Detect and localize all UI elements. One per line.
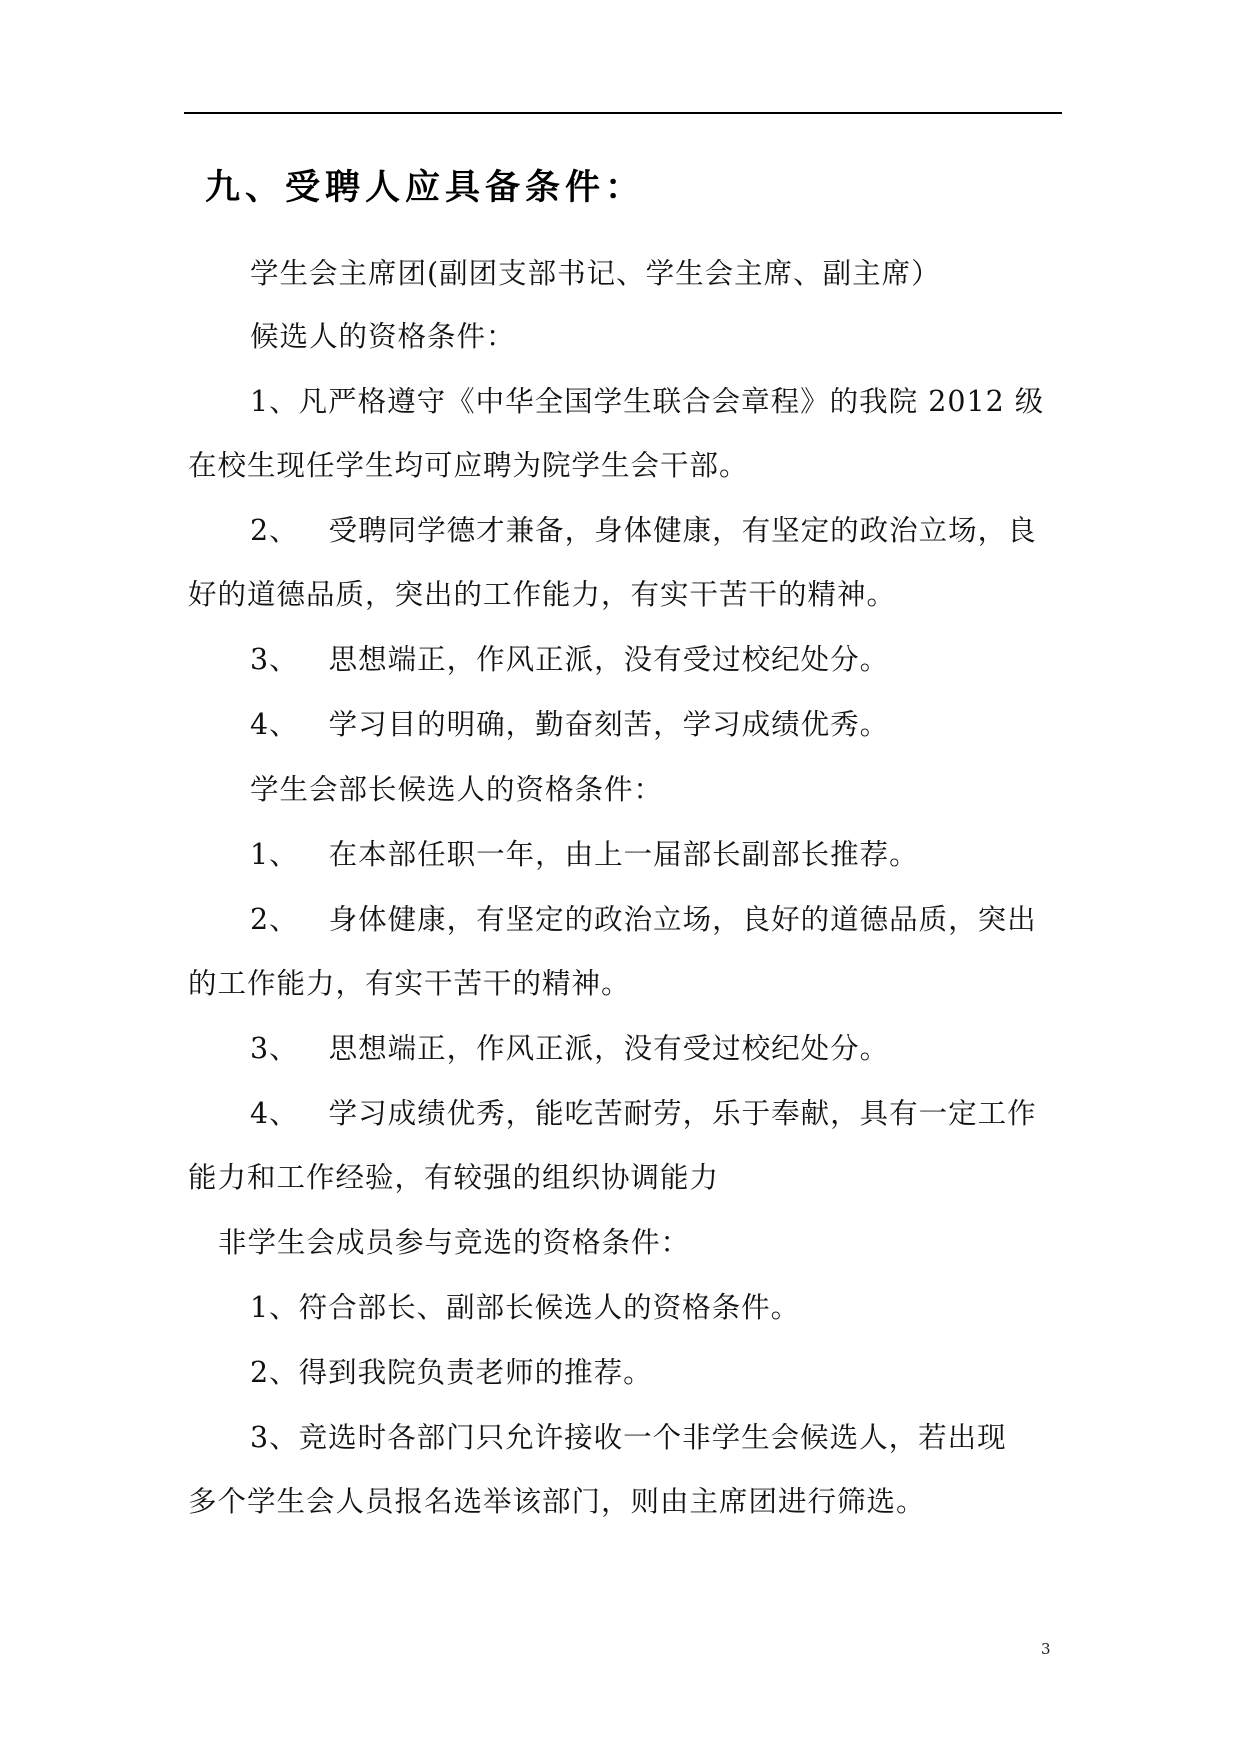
paragraph-line: 多个学生会人员报名选举该部门，则由主席团进行筛选。 — [188, 1485, 926, 1518]
list-number: 3、 — [250, 1032, 299, 1065]
paragraph-line: 能力和工作经验，有较强的组织协调能力 — [188, 1161, 720, 1194]
section-heading: 九、受聘人应具备条件： — [205, 168, 646, 208]
list-number: 2、 — [250, 514, 299, 547]
paragraph-line: 学生会部长候选人的资格条件： — [250, 773, 664, 806]
paragraph-line: 在校生现任学生均可应聘为院学生会干部。 — [188, 449, 749, 482]
list-item — [250, 705, 889, 745]
list-number: 4、 — [250, 708, 299, 741]
list-item — [250, 900, 1037, 940]
list-number: 4、 — [250, 1097, 299, 1130]
list-text: 学习目的明确，勤奋刻苦，学习成绩优秀。 — [328, 708, 890, 741]
paragraph-line: 3、竞选时各部门只允许接收一个非学生会候选人，若出现 — [250, 1421, 1007, 1454]
paragraph-line: 1、凡严格遵守《中华全国学生联合会章程》的我院 2012 级 — [250, 385, 1045, 418]
paragraph-line: 1、符合部长、副部长候选人的资格条件。 — [250, 1291, 801, 1324]
list-number: 2、 — [250, 903, 299, 936]
paragraph-line: 非学生会成员参与竞选的资格条件： — [218, 1226, 691, 1259]
paragraph-line: 的工作能力，有实干苦干的精神。 — [188, 967, 631, 1000]
list-item — [250, 1094, 1037, 1134]
paragraph-line: 候选人的资格条件： — [250, 320, 516, 353]
list-text: 受聘同学德才兼备，身体健康，有坚定的政治立场，良 — [328, 514, 1037, 547]
header-rule — [184, 112, 1062, 114]
list-text: 学习成绩优秀，能吃苦耐劳，乐于奉献，具有一定工作 — [328, 1097, 1037, 1130]
paragraph-line: 好的道德品质，突出的工作能力，有实干苦干的精神。 — [188, 578, 897, 611]
list-text: 身体健康，有坚定的政治立场，良好的道德品质，突出 — [328, 903, 1037, 936]
list-number: 3、 — [250, 643, 299, 676]
list-text: 思想端正，作风正派，没有受过校纪处分。 — [328, 1032, 890, 1065]
page-number: 3 — [1041, 1640, 1051, 1658]
list-text: 在本部任职一年，由上一届部长副部长推荐。 — [328, 838, 919, 871]
list-item — [250, 640, 889, 680]
list-item — [250, 1029, 889, 1069]
list-number: 1、 — [250, 838, 299, 871]
list-item — [250, 511, 1037, 551]
list-item — [250, 835, 919, 875]
paragraph-line: 2、得到我院负责老师的推荐。 — [250, 1356, 653, 1389]
list-text: 思想端正，作风正派，没有受过校纪处分。 — [328, 643, 890, 676]
paragraph-line: 学生会主席团(副团支部书记、学生会主席、副主席） — [250, 257, 941, 290]
